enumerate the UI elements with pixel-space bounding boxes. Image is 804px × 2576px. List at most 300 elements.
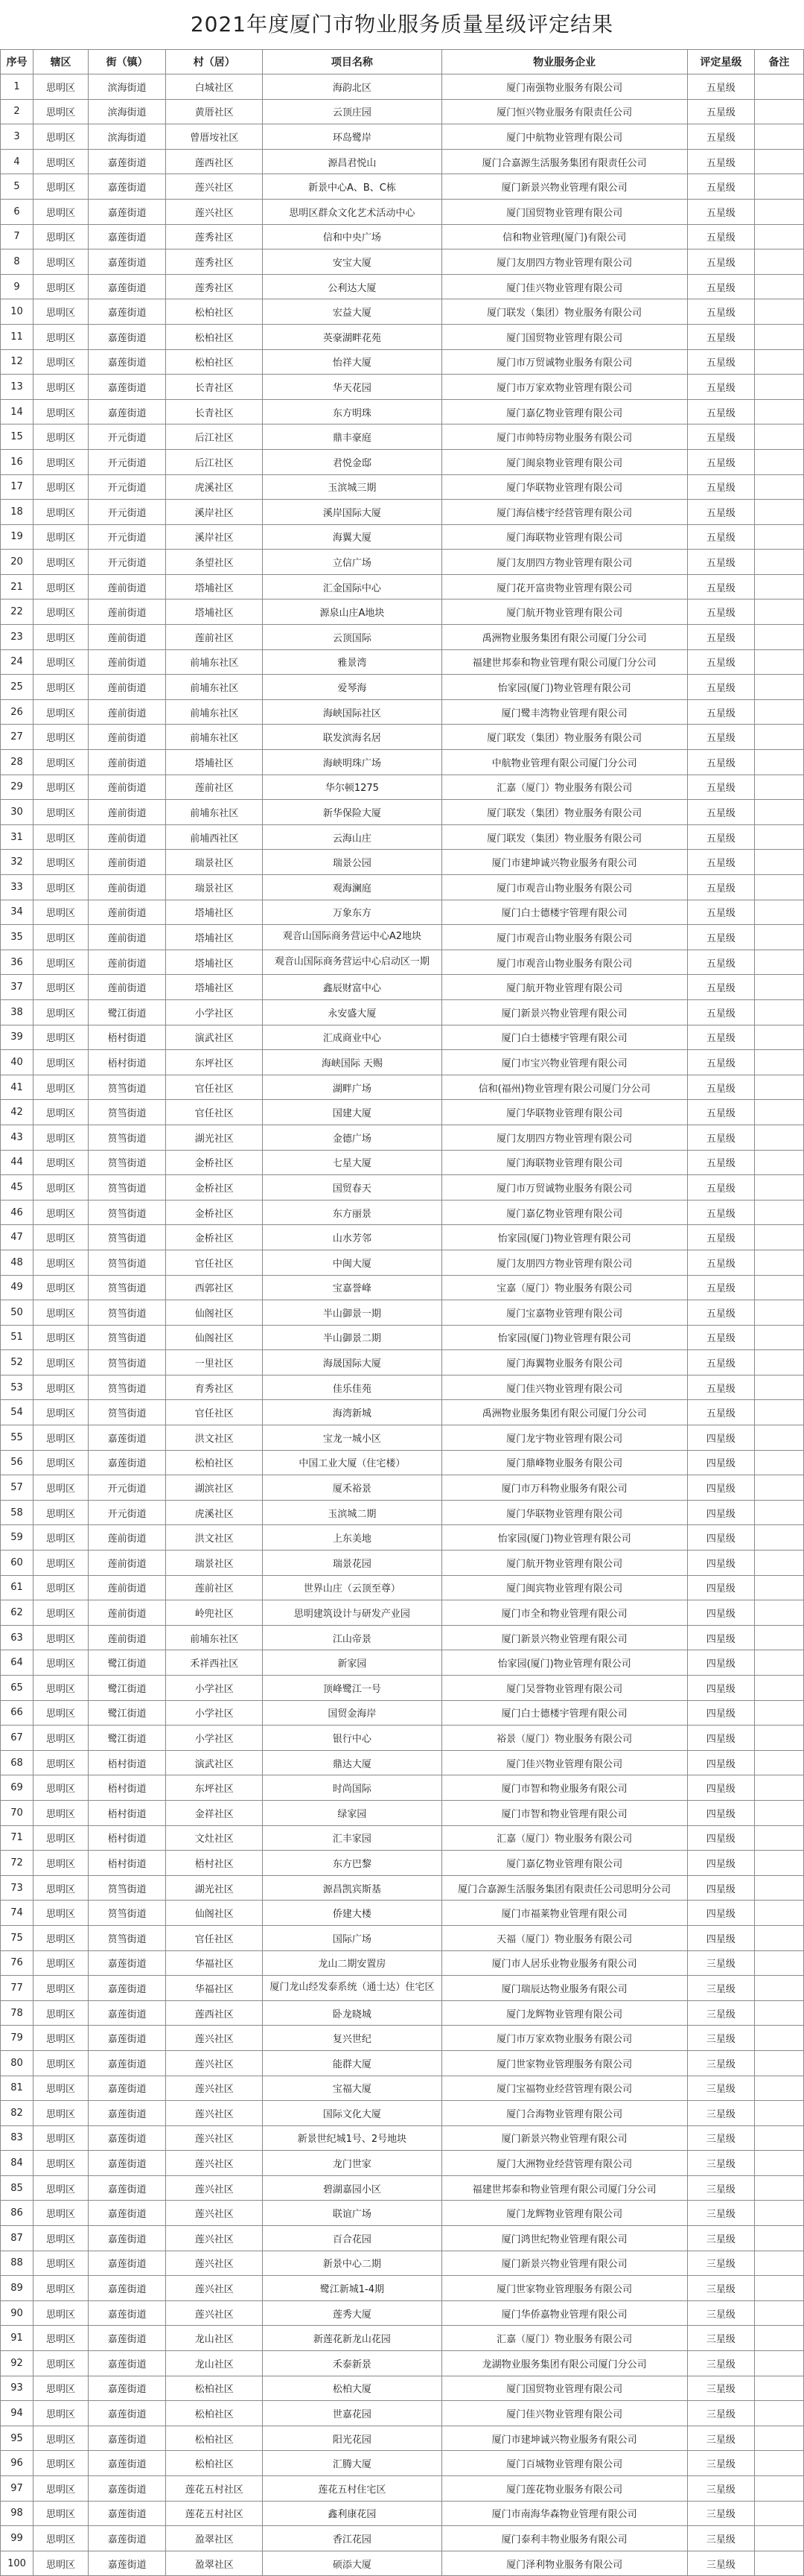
cell-grade: 五星级	[687, 1075, 754, 1100]
cell-street: 嘉莲街道	[89, 2376, 166, 2401]
cell-company: 裕景（厦门）物业服务有限公司	[441, 1726, 687, 1751]
cell-company: 厦门市福莱物业管理有限公司	[441, 1901, 687, 1926]
cell-company: 厦门龙宇物业管理有限公司	[441, 1425, 687, 1451]
table-row	[1, 1375, 804, 1400]
cell-district: 思明区	[34, 1025, 89, 1050]
table-row	[1, 124, 804, 150]
table-row	[1, 2476, 804, 2502]
cell-project: 宏益大厦	[263, 299, 441, 325]
cell-no: 49	[1, 1275, 34, 1300]
cell-district: 思明区	[34, 1100, 89, 1125]
cell-district: 思明区	[34, 449, 89, 474]
cell-grade: 五星级	[687, 850, 754, 875]
cell-project: 百合花园	[263, 2226, 441, 2251]
cell-street: 嘉莲街道	[89, 2026, 166, 2051]
cell-street: 嘉莲街道	[89, 1425, 166, 1451]
cell-note	[754, 1875, 803, 1901]
cell-note	[754, 750, 803, 775]
cell-village: 长青社区	[166, 375, 263, 400]
cell-district: 思明区	[34, 900, 89, 925]
cell-district: 思明区	[34, 375, 89, 400]
cell-grade: 五星级	[687, 775, 754, 800]
cell-project: 国际文化大厦	[263, 2101, 441, 2126]
cell-village: 前埔东社区	[166, 649, 263, 675]
cell-project: 东方明珠	[263, 399, 441, 424]
table-row	[1, 1450, 804, 1475]
cell-project: 玉滨城三期	[263, 474, 441, 500]
cell-note	[754, 1025, 803, 1050]
cell-project: 永安盛大厦	[263, 999, 441, 1025]
cell-grade: 五星级	[687, 824, 754, 850]
cell-district: 思明区	[34, 224, 89, 249]
cell-company: 厦门泰利丰物业服务有限公司	[441, 2526, 687, 2551]
cell-grade: 五星级	[687, 324, 754, 349]
cell-grade: 五星级	[687, 750, 754, 775]
cell-village: 湖滨社区	[166, 1475, 263, 1501]
cell-village: 官任社区	[166, 1400, 263, 1425]
cell-note	[754, 2426, 803, 2451]
cell-street: 嘉莲街道	[89, 2300, 166, 2326]
cell-district: 思明区	[34, 1350, 89, 1376]
cell-no: 6	[1, 199, 34, 224]
cell-district: 思明区	[34, 2551, 89, 2576]
cell-village: 盈翠社区	[166, 2551, 263, 2576]
cell-grade: 四星级	[687, 1800, 754, 1825]
cell-project: 观音山国际商务营运中心启动区一期	[263, 950, 441, 975]
cell-company: 厦门中航物业管理有限公司	[441, 124, 687, 150]
table-row	[1, 524, 804, 550]
cell-note	[754, 74, 803, 100]
cell-no: 24	[1, 649, 34, 675]
table-row	[1, 224, 804, 249]
cell-district: 思明区	[34, 149, 89, 174]
cell-district: 思明区	[34, 249, 89, 275]
cell-company: 厦门市观音山物业服务有限公司	[441, 925, 687, 950]
cell-project: 江山帝景	[263, 1625, 441, 1650]
cell-company: 宝嘉（厦门）物业服务有限公司	[441, 1275, 687, 1300]
cell-note	[754, 299, 803, 325]
table-row	[1, 675, 804, 700]
cell-company: 厦门白士德楼宇管理有限公司	[441, 1700, 687, 1726]
cell-company: 厦门新景兴物业管理有限公司	[441, 174, 687, 200]
table-row	[1, 1676, 804, 1701]
cell-no: 61	[1, 1575, 34, 1600]
cell-street: 嘉莲街道	[89, 2101, 166, 2126]
cell-grade: 三星级	[687, 2476, 754, 2502]
cell-project: 公利达大厦	[263, 274, 441, 299]
table-row	[1, 1250, 804, 1275]
cell-village: 后江社区	[166, 424, 263, 450]
table-row	[1, 2026, 804, 2051]
cell-company: 信和(福州)物业管理有限公司厦门分公司	[441, 1075, 687, 1100]
cell-project: 海晟国际大厦	[263, 1350, 441, 1376]
cell-company: 厦门联发（集团）物业服务有限公司	[441, 800, 687, 825]
cell-company: 厦门吴誉物业管理有限公司	[441, 1676, 687, 1701]
cell-company: 厦门新景兴物业管理有限公司	[441, 2125, 687, 2151]
cell-district: 思明区	[34, 2201, 89, 2226]
cell-note	[754, 875, 803, 900]
cell-district: 思明区	[34, 2050, 89, 2076]
cell-district: 思明区	[34, 2151, 89, 2176]
cell-village: 黄厝社区	[166, 99, 263, 124]
table-row	[1, 500, 804, 525]
table-row	[1, 600, 804, 625]
cell-no: 89	[1, 2276, 34, 2301]
cell-note	[754, 2551, 803, 2576]
cell-street: 莲前街道	[89, 1575, 166, 1600]
cell-village: 莲兴社区	[166, 2050, 263, 2076]
table-row	[1, 1300, 804, 1326]
cell-note	[754, 149, 803, 174]
cell-no: 46	[1, 1200, 34, 1225]
cell-company: 厦门市观音山物业服务有限公司	[441, 950, 687, 975]
cell-district: 思明区	[34, 1851, 89, 1876]
cell-district: 思明区	[34, 2076, 89, 2101]
cell-project: 鑫利康花园	[263, 2501, 441, 2526]
cell-district: 思明区	[34, 625, 89, 650]
cell-street: 开元街道	[89, 1500, 166, 1525]
cell-district: 思明区	[34, 349, 89, 375]
cell-no: 7	[1, 224, 34, 249]
cell-street: 鹭江街道	[89, 1650, 166, 1676]
cell-note	[754, 224, 803, 249]
cell-street: 梧村街道	[89, 1825, 166, 1851]
cell-company: 厦门大洲物业经营管理有限公司	[441, 2151, 687, 2176]
header-company: 物业服务企业	[441, 50, 687, 74]
cell-note	[754, 1851, 803, 1876]
cell-note	[754, 1325, 803, 1350]
cell-district: 思明区	[34, 1300, 89, 1326]
cell-no: 15	[1, 424, 34, 450]
table-row	[1, 1800, 804, 1825]
cell-note	[754, 375, 803, 400]
cell-grade: 五星级	[687, 74, 754, 100]
cell-village: 东坪社区	[166, 1775, 263, 1801]
cell-street: 莲前街道	[89, 875, 166, 900]
cell-grade: 五星级	[687, 800, 754, 825]
cell-village: 前埔东社区	[166, 699, 263, 725]
cell-village: 莲兴社区	[166, 2175, 263, 2201]
cell-note	[754, 1125, 803, 1150]
cell-grade: 五星级	[687, 174, 754, 200]
cell-street: 筼筜街道	[89, 1125, 166, 1150]
cell-grade: 五星级	[687, 149, 754, 174]
cell-note	[754, 1600, 803, 1626]
cell-project: 绿家园	[263, 1800, 441, 1825]
cell-project: 华尔顿1275	[263, 775, 441, 800]
table-row	[1, 950, 804, 975]
cell-note	[754, 2101, 803, 2126]
cell-project: 雅景湾	[263, 649, 441, 675]
cell-village: 塔埔社区	[166, 600, 263, 625]
cell-district: 思明区	[34, 2351, 89, 2376]
cell-grade: 四星级	[687, 1525, 754, 1551]
cell-no: 28	[1, 750, 34, 775]
cell-grade: 四星级	[687, 1575, 754, 1600]
cell-district: 思明区	[34, 2426, 89, 2451]
cell-no: 82	[1, 2101, 34, 2126]
cell-no: 60	[1, 1551, 34, 1576]
cell-street: 莲前街道	[89, 699, 166, 725]
cell-street: 筼筜街道	[89, 1300, 166, 1326]
cell-village: 莲兴社区	[166, 2125, 263, 2151]
cell-street: 筼筜街道	[89, 1925, 166, 1950]
table-row	[1, 975, 804, 1000]
cell-street: 筼筜街道	[89, 1275, 166, 1300]
cell-no: 70	[1, 1800, 34, 1825]
cell-no: 87	[1, 2226, 34, 2251]
cell-project: 龙门世家	[263, 2151, 441, 2176]
cell-district: 思明区	[34, 2101, 89, 2126]
cell-grade: 三星级	[687, 2426, 754, 2451]
cell-company: 厦门佳兴物业管理有限公司	[441, 1750, 687, 1775]
cell-note	[754, 1925, 803, 1950]
cell-grade: 五星级	[687, 875, 754, 900]
cell-company: 厦门海联物业管理有限公司	[441, 524, 687, 550]
cell-grade: 五星级	[687, 124, 754, 150]
cell-note	[754, 174, 803, 200]
cell-village: 莲兴社区	[166, 199, 263, 224]
cell-project: 国贸春天	[263, 1175, 441, 1200]
cell-district: 思明区	[34, 1400, 89, 1425]
cell-no: 23	[1, 625, 34, 650]
cell-street: 嘉莲街道	[89, 2050, 166, 2076]
table-row	[1, 424, 804, 450]
cell-street: 嘉莲街道	[89, 1950, 166, 1976]
cell-no: 21	[1, 574, 34, 600]
cell-grade: 五星级	[687, 900, 754, 925]
cell-company: 厦门市万家欢物业管理有限公司	[441, 375, 687, 400]
cell-no: 95	[1, 2426, 34, 2451]
cell-company: 厦门国贸物业管理有限公司	[441, 2376, 687, 2401]
cell-district: 思明区	[34, 524, 89, 550]
cell-street: 嘉莲街道	[89, 2351, 166, 2376]
cell-company: 厦门宝嘉物业管理有限公司	[441, 1300, 687, 1326]
cell-company: 厦门市智和物业管理有限公司	[441, 1800, 687, 1825]
table-row	[1, 1400, 804, 1425]
cell-grade: 四星级	[687, 1676, 754, 1701]
cell-street: 开元街道	[89, 1475, 166, 1501]
cell-grade: 五星级	[687, 725, 754, 750]
cell-district: 思明区	[34, 424, 89, 450]
cell-note	[754, 925, 803, 950]
cell-project: 联谊广场	[263, 2201, 441, 2226]
cell-street: 开元街道	[89, 449, 166, 474]
cell-village: 前埔东社区	[166, 1625, 263, 1650]
cell-street: 嘉莲街道	[89, 174, 166, 200]
table-row	[1, 699, 804, 725]
cell-note	[754, 699, 803, 725]
cell-street: 鹭江街道	[89, 1676, 166, 1701]
table-row	[1, 2551, 804, 2576]
cell-note	[754, 775, 803, 800]
table-row	[1, 1225, 804, 1250]
cell-street: 嘉莲街道	[89, 1976, 166, 2001]
cell-project: 云顶庄园	[263, 99, 441, 124]
cell-note	[754, 124, 803, 150]
cell-company: 厦门市万贸诚物业服务有限公司	[441, 349, 687, 375]
cell-note	[754, 800, 803, 825]
table-row	[1, 999, 804, 1025]
cell-company: 怡家园(厦门)物业管理有限公司	[441, 675, 687, 700]
cell-village: 金桥社区	[166, 1150, 263, 1175]
cell-village: 官任社区	[166, 1100, 263, 1125]
cell-no: 74	[1, 1901, 34, 1926]
cell-no: 40	[1, 1050, 34, 1075]
table-row	[1, 2451, 804, 2476]
cell-grade: 五星级	[687, 375, 754, 400]
cell-village: 莲花五村社区	[166, 2476, 263, 2502]
cell-no: 8	[1, 249, 34, 275]
cell-village: 瑞景社区	[166, 850, 263, 875]
cell-village: 松柏社区	[166, 1450, 263, 1475]
cell-project: 瑞景公园	[263, 850, 441, 875]
cell-street: 梧村街道	[89, 1800, 166, 1825]
cell-street: 筼筜街道	[89, 1200, 166, 1225]
cell-grade: 五星级	[687, 925, 754, 950]
table-row	[1, 824, 804, 850]
cell-grade: 五星级	[687, 699, 754, 725]
cell-company: 厦门友朋四方物业管理有限公司	[441, 550, 687, 575]
table-row	[1, 1600, 804, 1626]
cell-village: 东坪社区	[166, 1050, 263, 1075]
cell-note	[754, 199, 803, 224]
cell-street: 滨海街道	[89, 99, 166, 124]
cell-grade: 三星级	[687, 2251, 754, 2276]
cell-no: 16	[1, 449, 34, 474]
cell-no: 55	[1, 1425, 34, 1451]
table-row	[1, 1525, 804, 1551]
cell-grade: 三星级	[687, 2351, 754, 2376]
cell-project: 云海山庄	[263, 824, 441, 850]
table-row	[1, 2326, 804, 2351]
cell-grade: 三星级	[687, 2125, 754, 2151]
cell-grade: 三星级	[687, 2026, 754, 2051]
cell-grade: 五星级	[687, 99, 754, 124]
cell-grade: 三星级	[687, 2276, 754, 2301]
cell-grade: 四星级	[687, 1825, 754, 1851]
cell-village: 塔埔社区	[166, 925, 263, 950]
cell-district: 思明区	[34, 875, 89, 900]
cell-no: 54	[1, 1400, 34, 1425]
cell-company: 厦门友朋四方物业管理有限公司	[441, 1125, 687, 1150]
cell-company: 厦门市南海华森物业管理有限公司	[441, 2501, 687, 2526]
cell-company: 厦门嘉亿物业管理有限公司	[441, 1200, 687, 1225]
cell-street: 莲前街道	[89, 1551, 166, 1576]
cell-street: 嘉莲街道	[89, 349, 166, 375]
table-row	[1, 349, 804, 375]
cell-project: 汇金国际中心	[263, 574, 441, 600]
table-row	[1, 1775, 804, 1801]
cell-company: 厦门白士德楼宇管理有限公司	[441, 1025, 687, 1050]
cell-note	[754, 399, 803, 424]
cell-project: 思明区群众文化艺术活动中心	[263, 199, 441, 224]
cell-district: 思明区	[34, 1600, 89, 1626]
cell-street: 筼筜街道	[89, 1325, 166, 1350]
cell-company: 厦门国贸物业管理有限公司	[441, 324, 687, 349]
cell-grade: 四星级	[687, 1551, 754, 1576]
table-row	[1, 1875, 804, 1901]
cell-village: 虎溪社区	[166, 1500, 263, 1525]
table-row	[1, 1551, 804, 1576]
table-row	[1, 1700, 804, 1726]
cell-village: 金桥社区	[166, 1200, 263, 1225]
cell-project: 新景世纪城1号、2号地块	[263, 2125, 441, 2151]
table-row	[1, 274, 804, 299]
cell-project: 海峡国际社区	[263, 699, 441, 725]
cell-district: 思明区	[34, 174, 89, 200]
cell-district: 思明区	[34, 1575, 89, 1600]
table-row	[1, 1350, 804, 1376]
cell-note	[754, 99, 803, 124]
cell-note	[754, 600, 803, 625]
cell-district: 思明区	[34, 999, 89, 1025]
cell-no: 71	[1, 1825, 34, 1851]
cell-district: 思明区	[34, 74, 89, 100]
cell-no: 75	[1, 1925, 34, 1950]
table-row	[1, 2125, 804, 2151]
cell-village: 小学社区	[166, 1676, 263, 1701]
cell-district: 思明区	[34, 1625, 89, 1650]
cell-company: 厦门鼎峰物业服务有限公司	[441, 1450, 687, 1475]
cell-street: 莲前街道	[89, 1525, 166, 1551]
cell-district: 思明区	[34, 750, 89, 775]
cell-project: 海峡明珠广场	[263, 750, 441, 775]
cell-street: 开元街道	[89, 500, 166, 525]
cell-grade: 五星级	[687, 975, 754, 1000]
cell-street: 筼筜街道	[89, 1901, 166, 1926]
cell-no: 17	[1, 474, 34, 500]
table-row	[1, 1650, 804, 1676]
cell-no: 47	[1, 1225, 34, 1250]
cell-district: 思明区	[34, 2326, 89, 2351]
cell-street: 莲前街道	[89, 925, 166, 950]
table-row	[1, 2351, 804, 2376]
cell-district: 思明区	[34, 1200, 89, 1225]
cell-no: 52	[1, 1350, 34, 1376]
cell-no: 57	[1, 1475, 34, 1501]
table-row	[1, 1625, 804, 1650]
header-street: 街（镇）	[89, 50, 166, 74]
table-row	[1, 925, 804, 950]
table-row	[1, 900, 804, 925]
cell-project: 汇成商业中心	[263, 1025, 441, 1050]
cell-no: 83	[1, 2125, 34, 2151]
cell-village: 莲兴社区	[166, 174, 263, 200]
cell-district: 思明区	[34, 574, 89, 600]
cell-project: 英豪湖畔花苑	[263, 324, 441, 349]
cell-project: 海湾新城	[263, 1400, 441, 1425]
cell-note	[754, 675, 803, 700]
cell-street: 莲前街道	[89, 850, 166, 875]
cell-note	[754, 1450, 803, 1475]
cell-note	[754, 2501, 803, 2526]
cell-no: 63	[1, 1625, 34, 1650]
cell-street: 筼筜街道	[89, 1350, 166, 1376]
cell-company: 厦门市观音山物业服务有限公司	[441, 875, 687, 900]
cell-street: 筼筜街道	[89, 1400, 166, 1425]
cell-street: 莲前街道	[89, 725, 166, 750]
cell-grade: 三星级	[687, 2326, 754, 2351]
cell-note	[754, 1175, 803, 1200]
cell-street: 筼筜街道	[89, 1875, 166, 1901]
cell-note	[754, 2451, 803, 2476]
cell-no: 26	[1, 699, 34, 725]
cell-street: 莲前街道	[89, 950, 166, 975]
cell-note	[754, 1700, 803, 1726]
cell-street: 嘉莲街道	[89, 149, 166, 174]
cell-no: 20	[1, 550, 34, 575]
